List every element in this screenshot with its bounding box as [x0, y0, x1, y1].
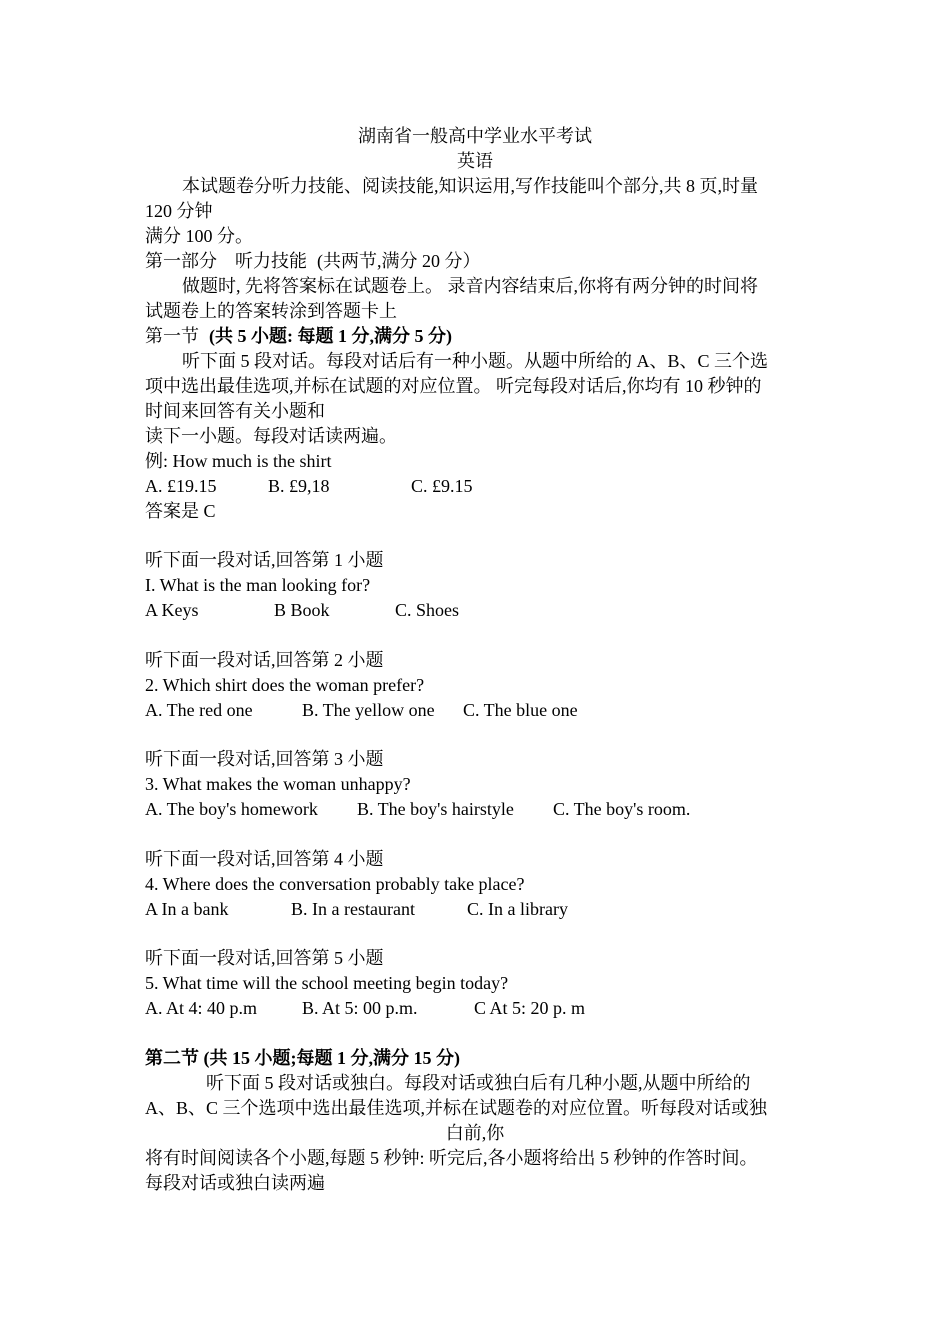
example-option-a: A. £19.15	[145, 476, 217, 496]
intro-line-3: 满分 100 分。	[145, 226, 253, 246]
question-2-option-a: A. The red one	[145, 700, 253, 720]
question-4-option-c: C. In a library	[467, 899, 568, 919]
section1-heading-score: (共 5 小题: 每题 1 分,满分 5 分)	[209, 326, 452, 346]
question-1-prompt: 听下面一段对话,回答第 1 小题	[145, 550, 384, 570]
question-5-option-c: C At 5: 20 p. m	[474, 998, 586, 1018]
example-option-c: C. £9.15	[411, 476, 473, 496]
question-1-option-a: A Keys	[145, 600, 199, 620]
section1-heading	[145, 324, 452, 348]
question-4-text: 4. Where does the conversation probably take place?	[145, 874, 525, 894]
section1-instruction-3: 时间来回答有关小题和	[145, 401, 325, 421]
question-5-prompt: 听下面一段对话,回答第 5 小题	[145, 948, 384, 968]
question-3-text: 3. What makes the woman unhappy?	[145, 774, 411, 794]
question-4-option-a: A In a bank	[145, 899, 229, 919]
question-4-prompt: 听下面一段对话,回答第 4 小题	[145, 849, 384, 869]
part1-instruction-1: 做题时, 先将答案标在试题卷上。 录音内容结束后,你将有两分钟的时间将	[182, 276, 758, 296]
intro-line-2: 120 分钟	[145, 201, 213, 221]
question-4-option-b: B. In a restaurant	[291, 899, 415, 919]
question-3-option-c: C. The boy's room.	[553, 799, 691, 819]
section1-instruction-4: 读下一小题。每段对话读两遍。	[145, 426, 397, 446]
part1-heading-title: 第一部分 听力技能	[145, 251, 307, 271]
example-answer: 答案是 C	[145, 501, 216, 521]
example-question: 例: How much is the shirt	[145, 451, 332, 471]
question-5-option-b: B. At 5: 00 p.m.	[302, 998, 418, 1018]
section2-instruction-5: 每段对话或独白读两遍	[145, 1173, 325, 1193]
question-2-prompt: 听下面一段对话,回答第 2 小题	[145, 650, 384, 670]
section2-heading: 第二节 (共 15 小题;每题 1 分,满分 15 分)	[145, 1048, 460, 1068]
part1-heading-score: (共两节,满分 20 分）	[317, 251, 481, 271]
question-1-option-b: B Book	[274, 600, 330, 620]
section2-instruction-4: 将有时间阅读各个小题,每题 5 秒钟: 听完后,各小题将给出 5 秒钟的作答时间。	[145, 1148, 758, 1168]
section1-instruction-1: 听下面 5 段对话。每段对话后有一种小题。从题中所给的 A、B、C 三个选	[182, 351, 769, 371]
question-1-text: I. What is the man looking for?	[145, 575, 371, 595]
question-2-text: 2. Which shirt does the woman prefer?	[145, 675, 425, 695]
exam-title: 湖南省一般高中学业水平考试	[358, 126, 592, 146]
question-2-option-b: B. The yellow one	[302, 700, 435, 720]
question-3-prompt: 听下面一段对话,回答第 3 小题	[145, 749, 384, 769]
question-1-option-c: C. Shoes	[395, 600, 460, 620]
example-option-b: B. £9,18	[268, 476, 330, 496]
question-2-option-c: C. The blue one	[463, 700, 578, 720]
section1-instruction-2: 项中选出最佳选项,并标在试题的对应位置。 听完每段对话后,你均有 10 秒钟的	[145, 376, 762, 396]
question-3-option-a: A. The boy's homework	[145, 799, 318, 819]
question-5-option-a: A. At 4: 40 p.m	[145, 998, 258, 1018]
question-5-text: 5. What time will the school meeting begin today?	[145, 973, 509, 993]
part1-instruction-2: 试题卷上的答案转涂到答题卡上	[145, 301, 397, 321]
section2-instruction-2: A、B、C 三个选项中选出最佳选项,并标在试题卷的对应位置。听每段对话或独	[145, 1098, 768, 1118]
question-3-option-b: B. The boy's hairstyle	[357, 799, 514, 819]
exam-subject: 英语	[457, 151, 493, 171]
intro-line-1: 本试题卷分听力技能、阅读技能,知识运用,写作技能叫个部分,共 8 页,时量	[182, 176, 758, 196]
section2-instruction-1: 听下面 5 段对话或独白。每段对话或独白后有几种小题,从题中所给的	[206, 1073, 751, 1093]
section1-heading-title: 第一节	[145, 326, 199, 346]
section2-instruction-3: 白前,你	[445, 1123, 505, 1143]
part1-heading	[145, 249, 481, 273]
